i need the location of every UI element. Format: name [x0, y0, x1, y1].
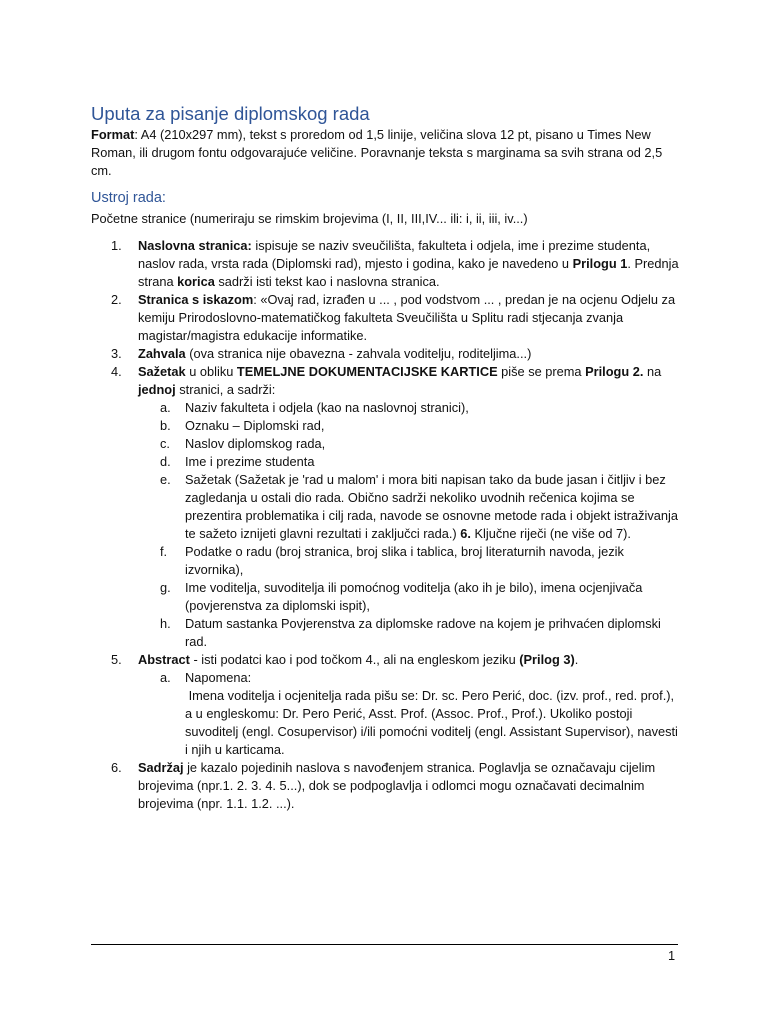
- sub-text: Naziv fakulteta i odjela (kao na naslovnoj stranici),: [185, 400, 469, 415]
- sub-item-b: [138, 417, 681, 435]
- item-text: na: [643, 364, 662, 379]
- item-text: . Prednja strana: [138, 256, 679, 289]
- list-item-5: [91, 651, 681, 759]
- item-bold: jednoj: [138, 382, 176, 397]
- list-item-4: [91, 363, 681, 651]
- item-text: - isti podatci kao i pod točkom 4., ali na engleskom jeziku: [189, 652, 520, 667]
- list-number: 2.: [111, 292, 122, 307]
- sub-text: Napomena:: [185, 670, 252, 685]
- sub-number: d.: [160, 454, 171, 469]
- section-heading: Ustroj rada:: [91, 190, 166, 206]
- sub-text: Sažetak (Sažetak je 'rad u malom' i mora biti napisan tako da bude jasan i čitljiv i bez zagledanja u ostali dio rada. Obično sadrži nekoliko uvodnih rečenica kojima se prezentira problematika i cilj rada, navode se osnovne metode rada i objekt istraživanja te sažeto iznijeti glavni rezultati i zaključci rada.): [185, 472, 678, 541]
- sub-text: Ime i prezime studenta: [185, 454, 315, 469]
- sub-number: f.: [160, 544, 168, 559]
- item-bold: korica: [177, 274, 215, 289]
- item-bold: Naslovna stranica:: [138, 238, 252, 253]
- sub-item-e: [138, 471, 681, 543]
- item-bold: Prilogu 1: [572, 256, 628, 271]
- item-bold: (Prilog 3): [519, 652, 575, 667]
- footer-divider: [91, 944, 678, 945]
- item-text: piše se prema: [497, 364, 586, 379]
- sub-number: a.: [160, 670, 171, 685]
- item-bold: Prilogu 2.: [585, 364, 644, 379]
- item-bold: TEMELJNE DOKUMENTACIJSKE KARTICE: [236, 364, 498, 379]
- item-bold: Abstract: [138, 652, 190, 667]
- sub-item-h: [138, 615, 681, 651]
- list-number: 4.: [111, 364, 122, 379]
- sub-number: b.: [160, 418, 171, 433]
- list-number: 5.: [111, 652, 122, 667]
- format-paragraph: [91, 126, 681, 180]
- item-text: sadrži isti tekst kao i naslovna stranica.: [214, 274, 440, 289]
- sub-number: a.: [160, 400, 171, 415]
- item-text: u obliku: [185, 364, 237, 379]
- list-item-1: [91, 237, 681, 291]
- sub-number: h.: [160, 616, 171, 631]
- sub-text: Imena voditelja i ocjenitelja rada pišu se: Dr. sc. Pero Perić, doc. (izv. prof., red. prof.), a u engleskomu: Dr. Pero Perić, Asst. Prof. (Assoc. Prof., Prof.). Ukoliko postoji suvoditelj (engl. Cosupervisor) i/ili pomoćni voditelj (engl. Assistant Supervisor), navesti i njih u karticama.: [185, 688, 682, 757]
- sub-text: Oznaku – Diplomski rad,: [185, 418, 325, 433]
- sub-item-f: [138, 543, 681, 579]
- sub-text: Datum sastanka Povjerenstva za diplomske radove na kojem je prihvaćen diplomski rad.: [185, 616, 661, 649]
- item-bold: Sadržaj: [138, 760, 184, 775]
- list-item-3: [91, 345, 681, 363]
- sub-bold: 6.: [460, 526, 471, 541]
- sub-item-c: [138, 435, 681, 453]
- item-bold: Zahvala: [138, 346, 186, 361]
- page-number: 1: [668, 948, 676, 963]
- sub-item-g: [138, 579, 681, 615]
- sub-text: Naslov diplomskog rada,: [185, 436, 326, 451]
- list-number: 1.: [111, 238, 122, 253]
- intro-paragraph: Početne stranice (numeriraju se rimskim brojevima (I, II, III,IV... ili: i, ii, iii, iv...): [91, 211, 528, 226]
- item-text: ispisuje se naziv sveučilišta, fakulteta i odjela, ime i prezime studenta, naslov rada, vrsta rada (Diplomski rad), mjesto i godina, kako je navedeno u: [138, 238, 651, 271]
- sub-item-5a: [138, 669, 681, 759]
- item-text: je kazalo pojedinih naslova s navođenjem stranica. Poglavlja se označavaju cijelim brojevima (npr.1. 2. 3. 4. 5...), dok se podpoglavlja i odlomci mogu označavati decimalnim brojevima (npr. 1.1. 1.2. ...).: [138, 760, 656, 811]
- sub-text: Ključne riječi (ne više od 7).: [470, 526, 631, 541]
- item-text: .: [574, 652, 579, 667]
- format-label: Format: [91, 127, 135, 142]
- item-bold: Stranica s iskazom: [138, 292, 254, 307]
- item-text: : «Ovaj rad, izrađen u ... , pod vodstvom ... , predan je na ocjenu Odjelu za kemiju Prirodoslovno-matematičkog fakulteta Sveučilišta u Splitu radi stjecanja zvanja magistar/magistra edukacije informatike.: [138, 292, 676, 343]
- list-item-2: [91, 291, 681, 345]
- document-title: Uputa za pisanje diplomskog rada: [91, 103, 370, 124]
- item-text: stranici, a sadrži:: [175, 382, 276, 397]
- format-text: : A4 (210x297 mm), tekst s proredom od 1,5 linije, veličina slova 12 pt, pisano u Times New Roman, ili drugom fontu odgovarajuće veličine. Poravnanje teksta s marginama sa svih strana od 2,5 cm.: [91, 127, 663, 178]
- list-number: 3.: [111, 346, 122, 361]
- item-bold: Sažetak: [138, 364, 186, 379]
- sub-item-a: [138, 399, 681, 417]
- sub-text: Podatke o radu (broj stranica, broj slika i tablica, broj literaturnih navoda, jezik izvornika),: [185, 544, 624, 577]
- sub-text: Ime voditelja, suvoditelja ili pomoćnog voditelja (ako ih je bilo), imena ocjenjivača (povjerenstva za diplomski ispit),: [185, 580, 643, 613]
- sub-number: e.: [160, 472, 171, 487]
- sub-number: c.: [160, 436, 170, 451]
- item-text: (ova stranica nije obavezna - zahvala voditelju, roditeljima...): [185, 346, 532, 361]
- numbered-list: [91, 237, 681, 813]
- sub-item-d: [138, 453, 681, 471]
- list-number: 6.: [111, 760, 122, 775]
- list-item-6: [91, 759, 681, 813]
- sub-number: g.: [160, 580, 171, 595]
